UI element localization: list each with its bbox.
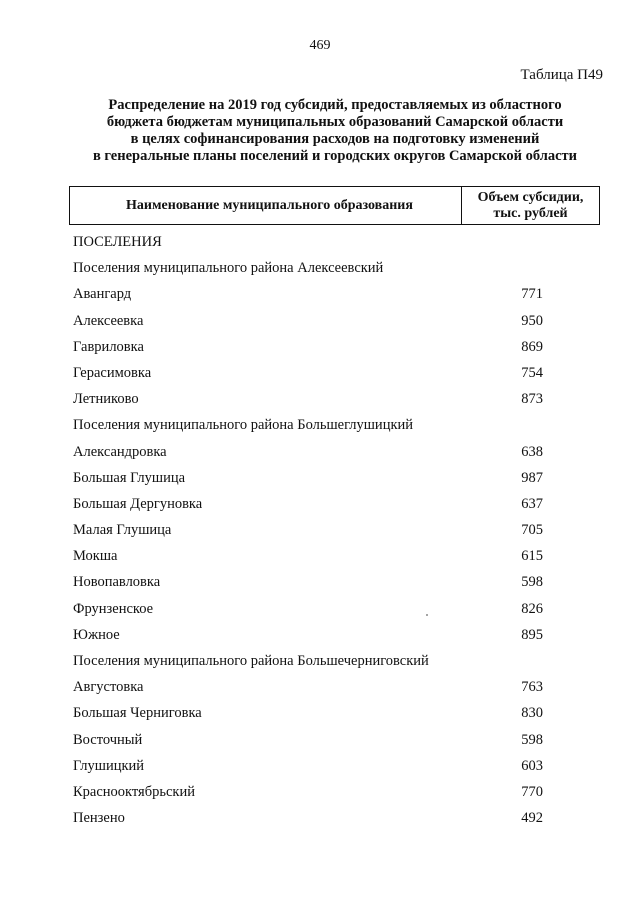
column-header-amount-line: тыс. рублей [493,206,568,221]
row-value: 770 [521,783,543,800]
row-value: 987 [521,469,543,486]
table-row [73,465,600,491]
table-row [73,386,600,412]
row-value: 638 [521,443,543,460]
table-row [73,255,600,281]
row-name: Малая Глушица [73,522,172,539]
row-value: 754 [521,364,543,381]
row-value: 869 [521,338,543,355]
row-value: 603 [521,757,543,774]
table-row [73,596,600,622]
table-row [73,674,600,700]
title-line: в генеральные планы поселений и городских округов Самарской области [92,148,578,164]
page-number: 469 [309,38,331,53]
row-name: Фрунзенское [73,600,154,617]
row-name: Гавриловка [73,338,144,355]
table-body [73,229,600,831]
table-row [73,412,600,438]
row-name: Мокша [73,548,118,565]
row-name: Большая Дергуновка [73,495,203,512]
row-value: 763 [521,679,543,696]
row-value: 873 [521,391,543,408]
table-row [73,622,600,648]
row-name: Пензено [73,810,125,827]
row-name: Августовка [73,679,144,696]
table-row [73,648,600,674]
row-value: 492 [521,810,543,827]
table-header [69,186,600,225]
row-name: Герасимовка [73,364,152,381]
scan-speck [426,614,428,616]
table-label: Таблица П49 [520,67,603,83]
table-row [73,229,600,255]
table-row [73,805,600,831]
column-header-name: Наименование муниципального образования [70,187,462,224]
title-line: в целях софинансирования расходов на подготовку изменений [130,131,540,147]
row-name: Александровка [73,443,167,460]
table-row [73,491,600,517]
row-name: Алексеевка [73,312,144,329]
row-value: 598 [521,731,543,748]
table-row [73,569,600,595]
row-name: Южное [73,626,120,643]
row-name: Большая Глушица [73,469,186,486]
table-row [73,439,600,465]
table-row [73,700,600,726]
table-row [73,360,600,386]
document-title [40,97,630,165]
row-value: 705 [521,522,543,539]
row-name: Краснооктябрьский [73,783,195,800]
title-line: бюджета бюджетам муниципальных образований Самарской области [106,114,564,130]
table-row [73,308,600,334]
column-header-amount-line: Объем субсидии, [477,190,584,205]
row-value: 598 [521,574,543,591]
table-row [73,334,600,360]
row-value: 950 [521,312,543,329]
row-name: Летниково [73,391,139,408]
column-header-amount [462,187,599,224]
row-name: Поселения муниципального района Алексеевский [73,260,384,277]
row-value: 771 [521,286,543,303]
table-row [73,543,600,569]
table-row [73,517,600,543]
row-name: Новопавловка [73,574,161,591]
table-row [73,753,600,779]
row-value: 637 [521,495,543,512]
table-row [73,727,600,753]
row-name: ПОСЕЛЕНИЯ [73,234,162,250]
table-row [73,281,600,307]
row-name: Поселения муниципального района Большеглушицкий [73,417,414,434]
row-value: 830 [521,705,543,722]
title-line: Распределение на 2019 год субсидий, предоставляемых из областного [108,97,562,113]
row-name: Глушицкий [73,757,145,774]
row-name: Большая Черниговка [73,705,202,722]
row-name: Авангард [73,286,132,303]
row-name: Восточный [73,731,143,748]
row-value: 895 [521,626,543,643]
table-row [73,779,600,805]
row-value: 826 [521,600,543,617]
row-value: 615 [521,548,543,565]
row-name: Поселения муниципального района Большечерниговский [73,653,429,669]
